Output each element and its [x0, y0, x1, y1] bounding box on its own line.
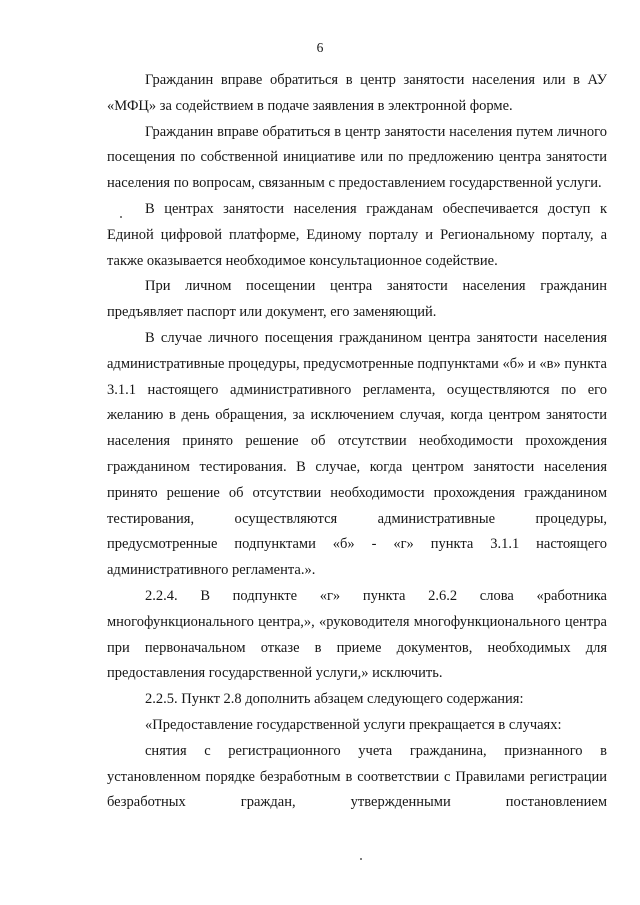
- document-body: [107, 68, 607, 816]
- paragraph-passport: При личном посещении центра занятости населения гражданин предъявляет паспорт или документ, его заменяющий.: [107, 278, 607, 321]
- paragraph-administrative-procedures: В случае личного посещения гражданином центра занятости населения административные процедуры, предусмотренные подпунктами «б» и «в» пункта 3.1.1 настоящего административного регламента, осуществляются по его желанию в день обращения, за исключением случая, когда центром занятости населения принято решение об отсутствии необходимости прохождения гражданином тестирования. В случае, когда центром занятости населения принято решение об отсутствии необходимости прохождения гражданином тестирования, осуществляются административные процедуры, предусмотренные подпунктами «б» - «г» пункта 3.1.1 настоящего административного регламента.».: [107, 329, 607, 579]
- scan-speck: [360, 858, 362, 860]
- page-number: 6: [316, 40, 324, 55]
- scan-speck: [120, 216, 122, 218]
- paragraph-termination-cases: «Предоставление государственной услуги прекращается в случаях:: [145, 716, 562, 733]
- paragraph-portal-access: В центрах занятости населения гражданам обеспечивается доступ к Единой цифровой платформе, Единому порталу и Региональному порталу, а также оказывается необходимое консультационное содействие.: [107, 200, 607, 269]
- paragraph-deregistration: снятия с регистрационного учета гражданина, признанного в установленном порядке безработным в соответствии с Правилами регистрации безработных граждан, утвержденными постановлением: [107, 742, 607, 811]
- paragraph-mfc-application: Гражданин вправе обратиться в центр занятости населения или в АУ «МФЦ» за содействием в подаче заявления в электронной форме.: [107, 72, 607, 114]
- paragraph-personal-visit: Гражданин вправе обратиться в центр занятости населения путем личного посещения по собственной инициативе или по предложению центра занятости населения по вопросам, связанным с предоставлением государственной услуги.: [107, 123, 607, 192]
- paragraph-2-2-5: 2.2.5. Пункт 2.8 дополнить абзацем следующего содержания:: [145, 691, 524, 708]
- paragraph-2-2-4: 2.2.4. В подпункте «г» пункта 2.6.2 слова «работника многофункционального центра,», «руководителя многофункционального центра при первоначальном отказе в приеме документов, необходимых для предоставления государственной услуги,» исключить.: [107, 587, 607, 682]
